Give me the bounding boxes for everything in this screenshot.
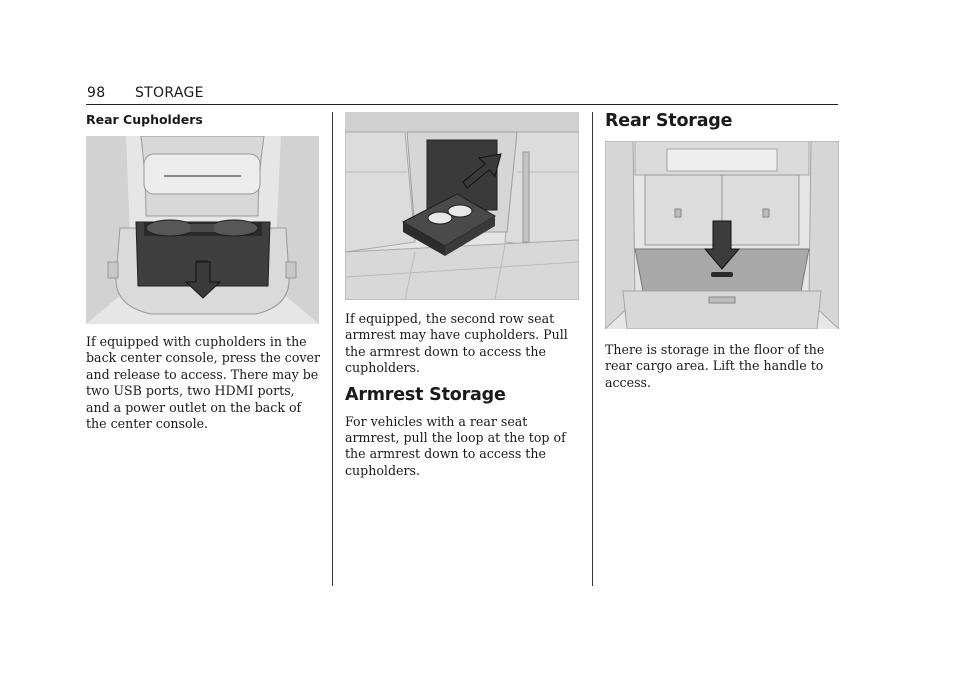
armrest-intro-paragraph: If equipped, the second row seat armrest may have cupholders. Pull the armrest down to access the cupholders. (345, 311, 568, 376)
section-title: STORAGE (135, 85, 204, 101)
column-rear-cupholders-body (86, 334, 320, 432)
page-header (86, 84, 838, 105)
page-number: 98 (87, 85, 106, 101)
column-rear-storage-body (605, 342, 839, 391)
column-rear-storage (605, 111, 839, 131)
armrest-storage-heading: Armrest Storage (345, 384, 506, 405)
rear-cupholders-heading: Rear Cupholders (86, 112, 203, 127)
armrest-cupholder-illustration (345, 112, 579, 300)
armrest-storage-paragraph: For vehicles with a rear seat armrest, pull the loop at the top of the armrest down to access the cupholders. (345, 413, 566, 478)
rear-storage-heading: Rear Storage (605, 111, 733, 131)
rear-cargo-floor-illustration (605, 141, 839, 329)
column-armrest-body (345, 311, 579, 479)
rear-cupholders-paragraph: If equipped with cupholders in the back center console, press the cover and release to access. There may be two USB ports, two HDMI ports, and a power outlet on the back of the center console. (86, 334, 321, 432)
rear-console-cupholder-illustration (86, 136, 319, 324)
column-rear-cupholders (86, 112, 320, 127)
rear-storage-paragraph: There is storage in the floor of the rear cargo area. Lift the handle to access. (605, 342, 825, 390)
column-divider (332, 112, 333, 586)
column-divider (592, 112, 593, 586)
